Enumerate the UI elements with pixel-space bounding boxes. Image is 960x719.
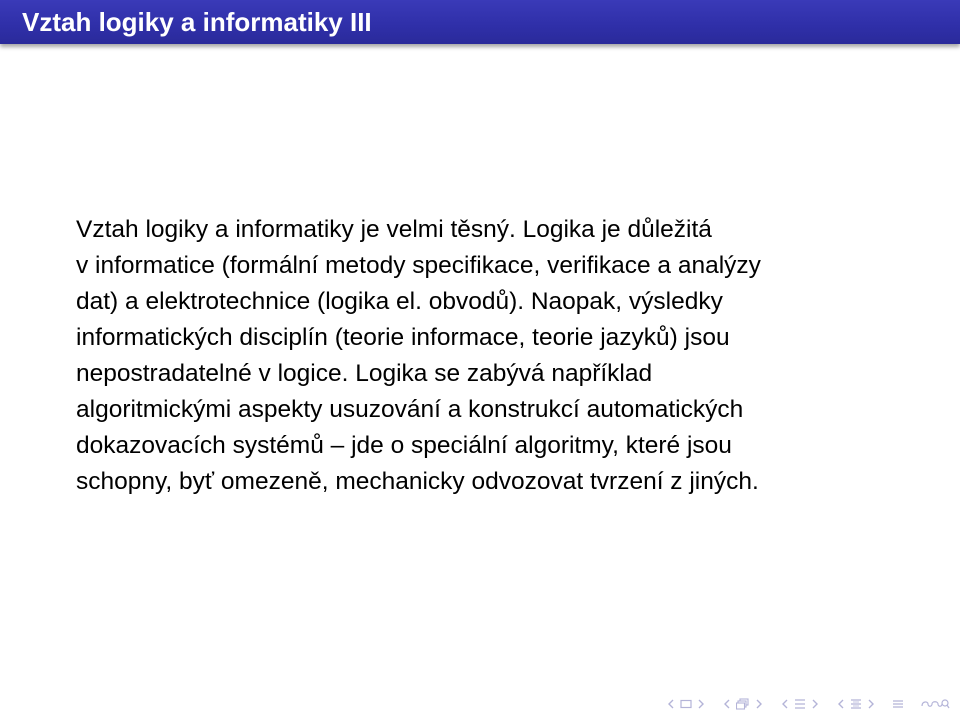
body-line: nepostradatelné v logice. Logika se zabývá například	[76, 360, 653, 387]
body-line: v informatice (formální metody specifikace, verifikace a analýzy	[76, 252, 761, 279]
subsection-icon[interactable]	[736, 696, 750, 712]
body-line: schopny, byť omezeně, mechanicky odvozovat tvrzení z jiných.	[76, 468, 759, 495]
slide-title: Vztah logiky a informatiky III	[22, 7, 372, 37]
next-subsection-icon[interactable]	[754, 696, 764, 712]
body-line: dat) a elektrotechnice (logika el. obvodů). Naopak, výsledky	[76, 288, 723, 315]
navigation-bar	[666, 695, 950, 713]
frame-icon[interactable]	[680, 696, 692, 712]
prev-document-icon[interactable]	[836, 696, 846, 712]
next-document-icon[interactable]	[866, 696, 876, 712]
body-line: informatických disciplín (teorie informace, teorie jazyků) jsou	[76, 324, 730, 351]
prev-subsection-icon[interactable]	[722, 696, 732, 712]
title-bar	[0, 0, 960, 44]
next-frame-icon[interactable]	[696, 696, 706, 712]
body-line: algoritmickými aspekty usuzování a konstrukcí automatických	[76, 396, 744, 423]
body-line: Vztah logiky a informatiky je velmi těsný. Logika je důležitá	[76, 216, 712, 243]
section-icon[interactable]	[794, 696, 806, 712]
prev-section-icon[interactable]	[780, 696, 790, 712]
prev-frame-icon[interactable]	[666, 696, 676, 712]
search-icon[interactable]	[920, 696, 950, 712]
document-icon[interactable]	[850, 696, 862, 712]
next-section-icon[interactable]	[810, 696, 820, 712]
align-icon[interactable]	[892, 696, 904, 712]
body-line: dokazovacích systémů – jde o speciální algoritmy, které jsou	[76, 432, 732, 459]
slide-body	[76, 212, 916, 500]
